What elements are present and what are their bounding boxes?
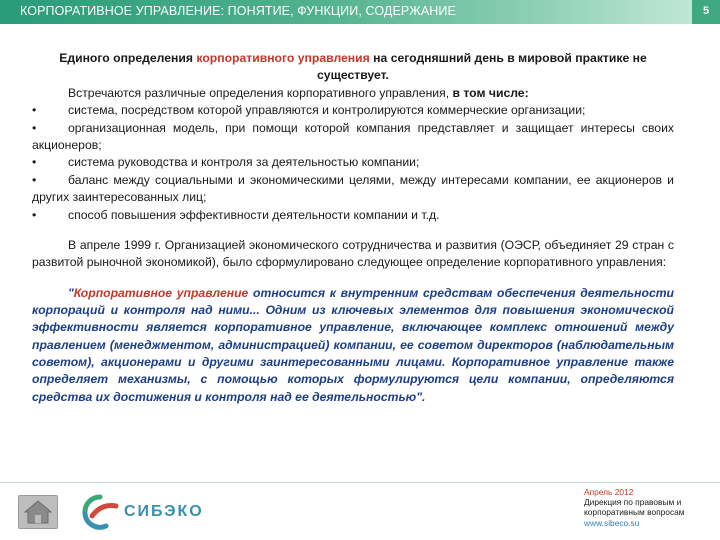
footer-info — [584, 487, 716, 528]
bullet-icon: • — [32, 120, 37, 135]
footer-divider — [0, 482, 720, 483]
logo-wordmark: СИБЭКО — [124, 503, 204, 520]
slide-number-tab — [692, 0, 720, 24]
oecd-definition-quote — [32, 285, 674, 406]
definition-text: система руководства и контроля за деятельностью компании; — [68, 155, 420, 170]
slide-header — [0, 0, 720, 24]
intro-statement — [32, 50, 674, 85]
definition-item — [32, 120, 674, 155]
footer-date: Апрель 2012 — [584, 487, 634, 497]
oecd-paragraph: В апреле 1999 г. Организацией экономического сотрудничества и развития (ОЭСР, объединяет 29 стран с развитой рыночной экономикой), было сформулировано следующее определение корпоративного управления: — [32, 238, 674, 270]
footer-department-line1: Дирекция по правовым и — [584, 497, 682, 508]
definition-item — [32, 102, 674, 119]
logo-mark-icon — [80, 494, 120, 530]
home-button[interactable] — [18, 495, 58, 529]
definition-text: способ повышения эффективности деятельности компании и т.д. — [68, 207, 440, 222]
bullet-icon: • — [32, 172, 37, 187]
definition-text: организационная модель, при помощи которой компания представляет и защищает интересы своих акционеров; — [32, 120, 674, 153]
definition-item — [32, 154, 674, 171]
intro-before: Единого определения — [59, 51, 197, 65]
quote-open: " — [68, 285, 74, 300]
definition-item — [32, 172, 674, 207]
definition-item — [32, 207, 674, 224]
bullet-icon: • — [32, 155, 37, 170]
slide-number: 5 — [702, 5, 710, 17]
bullet-icon: • — [32, 207, 37, 222]
quote-text: относится к внутренним средствам обеспечения деятельности корпораций и контроля над ними... Одним из ключевых элементов для повышения экономической эффективности является корпоративное управление, включающее комплекс отношений между правлением (менеджментом, администрацией) компании, ее советом директоров (наблюдательным советом), акционерами и другими заинтересованными лицами. Корпоративное управление также определяет механизмы, с помощью которых формулируются цели компании, определяются средства их достижения и контроля над ее деятельностью — [32, 285, 674, 404]
spacer — [32, 224, 674, 237]
slide-title: КОРПОРАТИВНОЕ УПРАВЛЕНИЕ: ПОНЯТИЕ, ФУНКЦИИ, СОДЕРЖАНИЕ — [20, 4, 456, 18]
definition-text: система, посредством которой управляются и контролируются коммерческие организации; — [68, 103, 586, 118]
intro-highlight: корпоративного управления — [196, 51, 370, 65]
definition-text: баланс между социальными и экономическими целями, между интересами компании, ее акционеров и других заинтересованных лиц; — [32, 172, 674, 205]
slide-body — [32, 50, 674, 406]
quote-term: Корпоративное управление — [73, 285, 249, 300]
footer-website-link[interactable]: www.sibeco.su — [584, 517, 640, 528]
bullet-icon: • — [32, 103, 37, 118]
company-logo — [80, 494, 230, 530]
quote-close: ". — [416, 389, 426, 404]
definitions-lead — [32, 85, 674, 102]
intro-after: на сегодняшний день в мировой практике не существует. — [317, 51, 647, 83]
footer-department-line2: корпоративным вопросам — [584, 507, 685, 518]
spacer — [32, 272, 674, 285]
definitions-lead-bold: в том числе: — [452, 85, 529, 100]
definitions-lead-text: Встречаются различные определения корпоративного управления, — [68, 85, 453, 100]
home-icon — [19, 496, 57, 528]
